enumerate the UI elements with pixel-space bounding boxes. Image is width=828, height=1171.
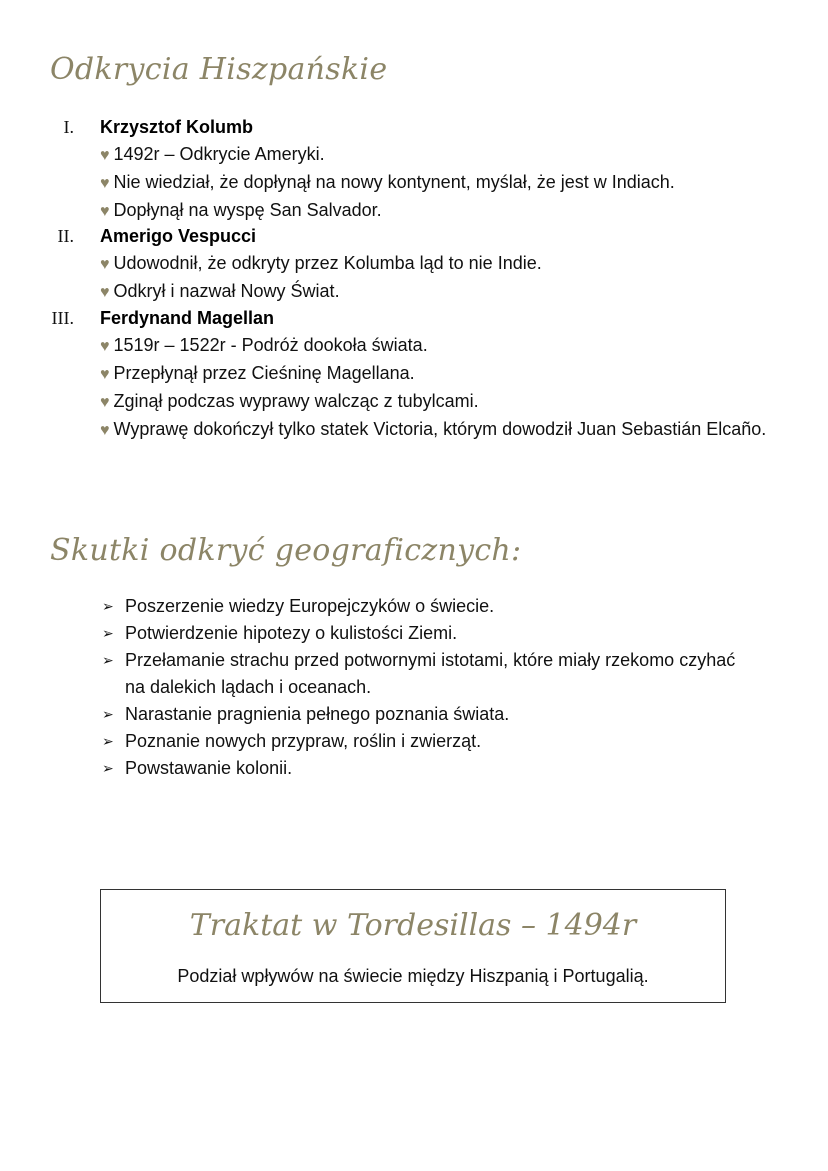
heart-icon: ♥ xyxy=(100,338,110,355)
effect-item: ➢ Narastanie pragnienia pełnego poznania świata. xyxy=(100,701,740,728)
fact-item: ♥ 1519r – 1522r - Podróż dookoła świata. xyxy=(100,335,428,355)
effect-item: ➢ Potwierdzenie hipotezy o kulistości Ziemi. xyxy=(100,620,740,647)
effect-item: ➢ Poszerzenie wiedzy Europejczyków o świecie. xyxy=(100,593,740,620)
effect-item: ➢ Poznanie nowych przypraw, roślin i zwierząt. xyxy=(100,728,740,755)
section-title-effects: Skutki odkryć geograficznych: xyxy=(50,533,522,568)
fact-item: ♥ Dopłynął na wyspę San Salvador. xyxy=(100,200,382,220)
arrowhead-icon: ➢ xyxy=(102,760,114,776)
fact-item: ♥ Zginął podczas wyprawy walcząc z tubylcami. xyxy=(100,391,479,411)
arrowhead-icon: ➢ xyxy=(102,652,114,668)
treaty-box xyxy=(100,889,726,1003)
arrowhead-icon: ➢ xyxy=(102,625,114,641)
heart-icon: ♥ xyxy=(100,366,110,383)
explorer-name: Ferdynand Magellan xyxy=(100,308,275,328)
arrowhead-icon: ➢ xyxy=(102,706,114,722)
fact-item: ♥ Przepłynął przez Cieśninę Magellana. xyxy=(100,363,415,383)
heart-icon: ♥ xyxy=(100,394,110,411)
explorer-name: Krzysztof Kolumb xyxy=(100,117,253,137)
explorer-facts xyxy=(100,250,770,306)
fact-item: ♥ Odkrył i nazwał Nowy Świat. xyxy=(100,281,340,301)
treaty-description: Podział wpływów na świecie między Hiszpanią i Portugalią. xyxy=(177,966,649,986)
heart-icon: ♥ xyxy=(100,284,110,301)
effect-item: ➢ Przełamanie strachu przed potwornymi istotami, które miały rzekomo czyhać na dalekich lądach i oceanach. xyxy=(100,647,740,701)
heart-icon: ♥ xyxy=(100,422,110,439)
roman-numeral: I. xyxy=(63,117,74,137)
explorer-name: Amerigo Vespucci xyxy=(100,226,257,246)
effect-item: ➢ Powstawanie kolonii. xyxy=(100,755,740,782)
fact-item: ♥ 1492r – Odkrycie Ameryki. xyxy=(100,144,325,164)
section-title-discoveries: Odkrycia Hiszpańskie xyxy=(50,52,388,87)
fact-item: ♥ Wyprawę dokończył tylko statek Victoria, którym dowodził Juan Sebastián Elcaño. xyxy=(100,419,767,439)
roman-numeral: II. xyxy=(57,226,74,246)
roman-numeral: III. xyxy=(51,308,74,328)
treaty-title: Traktat w Tordesillas – 1494r xyxy=(189,908,637,943)
heart-icon: ♥ xyxy=(100,147,110,164)
fact-item: ♥ Udowodnił, że odkryty przez Kolumba ląd to nie Indie. xyxy=(100,253,542,273)
heart-icon: ♥ xyxy=(100,256,110,273)
explorer-facts xyxy=(100,332,770,444)
explorer-facts xyxy=(100,141,770,225)
heart-icon: ♥ xyxy=(100,203,110,220)
effects-list xyxy=(100,593,740,782)
heart-icon: ♥ xyxy=(100,175,110,192)
arrowhead-icon: ➢ xyxy=(102,598,114,614)
fact-item: ♥ Nie wiedział, że dopłynął na nowy kontynent, myślał, że jest w Indiach. xyxy=(100,172,675,192)
arrowhead-icon: ➢ xyxy=(102,733,114,749)
